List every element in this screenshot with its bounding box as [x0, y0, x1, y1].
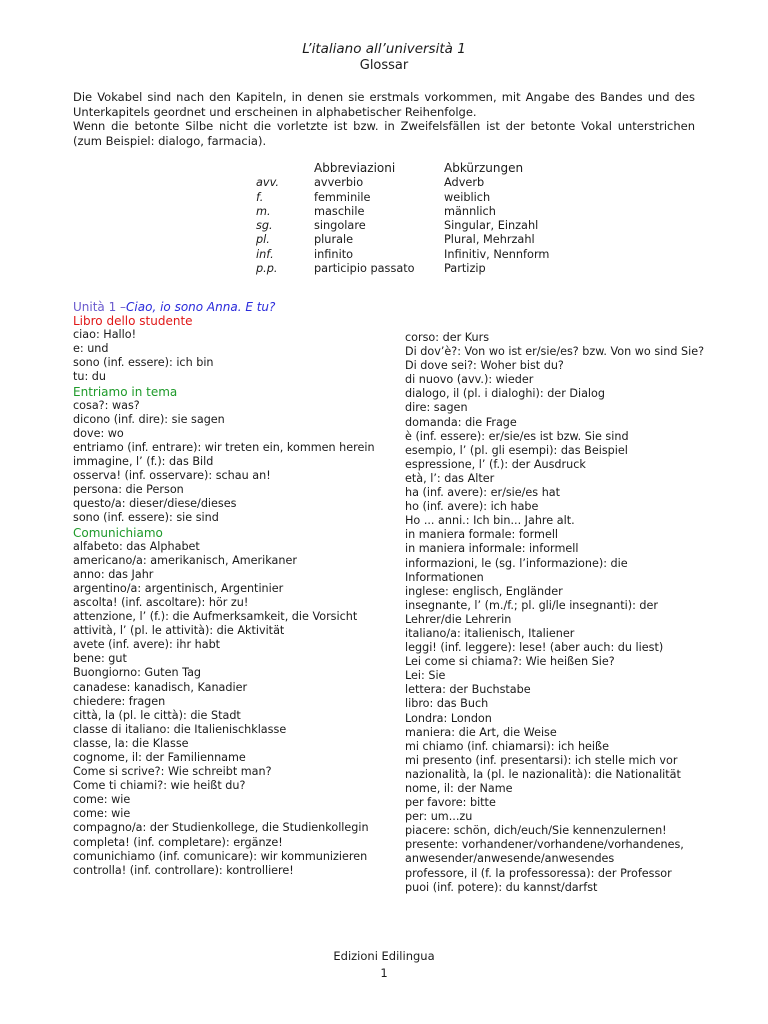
glossary-entry: per favore: bitte — [405, 796, 496, 810]
abbreviation-code: avv. — [256, 176, 279, 190]
abbreviation-row — [256, 219, 584, 233]
subsection-heading: Comunichiamo — [73, 525, 163, 540]
abbreviation-italian: maschile — [314, 204, 365, 218]
glossary-entry: età, l’: das Alter — [405, 471, 495, 485]
glossary-entry: persona: die Person — [73, 483, 184, 497]
abbreviation-code: pl. — [256, 233, 270, 247]
glossary-entry: ho (inf. avere): ich habe — [405, 500, 539, 514]
subsection-heading: Entriamo in tema — [73, 384, 178, 399]
abbreviation-row — [256, 262, 584, 276]
glossary-entry: Lei: Sie — [405, 669, 446, 683]
document-subtitle: Glossar — [359, 58, 409, 73]
abbreviation-german: Singular, Einzahl — [444, 219, 539, 233]
glossary-entry: inglese: englisch, Engländer — [405, 584, 563, 598]
abbreviation-row — [256, 191, 584, 205]
glossary-entry: città, la (pl. le città): die Stadt — [73, 708, 241, 722]
glossary-entry: chiedere: fragen — [73, 694, 166, 708]
glossary-entry: canadese: kanadisch, Kanadier — [73, 680, 248, 694]
glossary-entry: presente: vorhandener/vorhandene/vorhandenes, anwesender/anwesende/anwesendes — [405, 838, 684, 866]
glossary-entry: Londra: London — [405, 711, 492, 725]
page-number: 1 — [380, 966, 388, 980]
abbreviation-italian: avverbio — [314, 176, 364, 190]
glossary-entry: informazioni, le (sg. l’informazione): die Informationen — [405, 556, 628, 584]
glossary-entry: immagine, l’ (f.): das Bild — [73, 455, 214, 469]
abbreviations-header — [256, 161, 584, 175]
glossary-entry: alfabeto: das Alphabet — [73, 539, 200, 553]
abbreviation-german: männlich — [444, 204, 496, 218]
abbreviation-row — [256, 248, 584, 262]
abbreviation-code: m. — [256, 204, 271, 218]
glossary-entry: espressione, l’ (f.): der Ausdruck — [405, 457, 586, 471]
glossary-entry: mi chiamo (inf. chiamarsi): ich heiße — [405, 739, 609, 753]
glossary-entry: Come si scrive?: Wie schreibt man? — [73, 765, 272, 779]
footer-publisher: Edizioni Edilingua — [333, 949, 435, 963]
glossary-entry: di nuovo (avv.): wieder — [405, 373, 534, 387]
glossary-entry: argentino/a: argentinisch, Argentinier — [73, 581, 284, 595]
abbreviation-german: Plural, Mehrzahl — [444, 233, 535, 247]
unit-title: Ciao, io sono Anna. E tu? — [126, 300, 276, 314]
intro-text — [73, 90, 695, 148]
glossary-entry: ha (inf. avere): er/sie/es hat — [405, 486, 561, 500]
glossary-entry: classe di italiano: die Italienischklasse — [73, 722, 287, 736]
glossary-entry: esempio, l’ (pl. gli esempi): das Beispiel — [405, 443, 628, 457]
glossary-entry: nome, il: der Name — [405, 782, 513, 795]
abbreviation-row — [256, 176, 584, 190]
intro-paragraph-2: Wenn die betonte Silbe nicht die vorletzte ist bzw. in Zweifelsfällen ist der betonte Vokal unterstrichen (zum Beispiel: dialogo, farmacia). — [73, 119, 695, 148]
glossary-entry: per: um...zu — [405, 810, 473, 824]
abbreviation-row — [256, 233, 584, 247]
abbreviation-code: inf. — [256, 247, 274, 261]
abbreviations-table — [256, 161, 584, 276]
glossary-entry: insegnante, l’ (m./f.; pl. gli/le insegnanti): der Lehrer/die Lehrerin — [405, 598, 659, 626]
document-title: L’italiano all’università 1 — [302, 41, 466, 57]
abbreviation-italian: participio passato — [314, 262, 415, 276]
glossary-entry: in maniera formale: formell — [405, 528, 559, 542]
glossary-entry: cognome, il: der Familienname — [73, 751, 246, 764]
abbreviation-code: p.p. — [256, 262, 278, 276]
abbreviation-italian: femminile — [314, 190, 371, 204]
glossary-entry: italiano/a: italienisch, Italiener — [405, 626, 575, 640]
abbreviation-italian: plurale — [314, 233, 354, 247]
glossary-entry: bene: gut — [73, 652, 127, 666]
glossary-entry: puoi (inf. potere): du kannst/darfst — [405, 880, 598, 894]
glossary-entry: questo/a: dieser/diese/dieses — [73, 497, 237, 511]
glossary-entry: comunichiamo (inf. comunicare): wir kommunizieren — [73, 849, 368, 863]
abbreviation-code: f. — [256, 190, 264, 204]
glossary-entry: ascolta! (inf. ascoltare): hör zu! — [73, 595, 249, 609]
glossary-entry: dire: sagen — [405, 401, 468, 415]
glossary-entry: ciao: Hallo! — [73, 328, 137, 342]
abbreviations-heading-it: Abbreviazioni — [314, 161, 396, 175]
glossary-entry: sono (inf. essere): ich bin — [73, 356, 214, 370]
abbreviation-row — [256, 205, 584, 219]
section-heading: Libro dello studente — [73, 314, 193, 329]
glossary-entry: avete (inf. avere): ihr habt — [73, 638, 221, 652]
glossary-entry: come: wie — [73, 793, 131, 807]
glossary-entry: Lei come si chiama?: Wie heißen Sie? — [405, 655, 615, 669]
abbreviation-german: Adverb — [444, 176, 485, 190]
glossary-entry: tu: du — [73, 370, 106, 384]
glossary-entry: attività, l’ (pl. le attività): die Aktivität — [73, 624, 285, 638]
abbreviation-german: Infinitiv, Nennform — [444, 247, 550, 261]
glossary-entry: Di dov’è?: Von wo ist er/sie/es? bzw. Von wo sind Sie? — [405, 345, 705, 359]
glossary-entry: Di dove sei?: Woher bist du? — [405, 359, 564, 373]
glossary-entry: piacere: schön, dich/euch/Sie kennenzulernen! — [405, 824, 667, 838]
glossary-entry: è (inf. essere): er/sie/es ist bzw. Sie sind — [405, 429, 629, 443]
intro-paragraph-1: Die Vokabel sind nach den Kapiteln, in denen sie erstmals vorkommen, mit Angabe des Bandes und des Unterkapitels geordnet und erscheinen in alphabetischer Reihenfolge. — [73, 90, 695, 119]
glossary-entry: Buongiorno: Guten Tag — [73, 666, 202, 680]
glossary-entry: dicono (inf. dire): sie sagen — [73, 412, 225, 426]
glossary-entry: osserva! (inf. osservare): schau an! — [73, 469, 271, 483]
glossary-right-column — [405, 331, 705, 895]
glossary-entry: libro: das Buch — [405, 697, 489, 711]
glossary-entry: attenzione, l’ (f.): die Aufmerksamkeit, die Vorsicht — [73, 610, 358, 624]
glossary-entry: Ho ... anni.: Ich bin... Jahre alt. — [405, 514, 575, 528]
unit-heading — [73, 300, 403, 314]
glossary-entry: dove: wo — [73, 426, 124, 440]
glossary-left-column — [73, 300, 403, 878]
glossary-entry: lettera: der Buchstabe — [405, 683, 531, 697]
glossary-entry: sono (inf. essere): sie sind — [73, 511, 219, 525]
glossary-entry: corso: der Kurs — [405, 331, 490, 344]
abbreviation-german: weiblich — [444, 190, 491, 204]
glossary-entry: mi presento (inf. presentarsi): ich stelle mich vor — [405, 753, 678, 767]
abbreviation-italian: infinito — [314, 247, 354, 261]
glossary-entry: Come ti chiami?: wie heißt du? — [73, 779, 246, 793]
glossary-entry: professore, il (f. la professoressa): der Professor — [405, 866, 672, 880]
glossary-entry: in maniera informale: informell — [405, 542, 579, 556]
glossary-entry: completa! (inf. completare): ergänze! — [73, 835, 283, 849]
glossary-entry: e: und — [73, 342, 109, 356]
abbreviation-italian: singolare — [314, 219, 366, 233]
abbreviation-code: sg. — [256, 219, 273, 233]
glossary-entry: cosa?: was? — [73, 398, 140, 412]
unit-prefix: Unità 1 – — [73, 300, 127, 314]
abbreviation-german: Partizip — [444, 262, 486, 276]
glossary-entry: leggi! (inf. leggere): lese! (aber auch: du liest) — [405, 641, 664, 655]
glossary-entry: classe, la: die Klasse — [73, 736, 189, 750]
glossary-entry: controlla! (inf. controllare): kontrolliere! — [73, 863, 294, 877]
glossary-entry: americano/a: amerikanisch, Amerikaner — [73, 553, 297, 567]
glossary-entry: compagno/a: der Studienkollege, die Studienkollegin — [73, 821, 369, 835]
glossary-entry: anno: das Jahr — [73, 567, 154, 581]
glossary-entry: nazionalità, la (pl. le nazionalità): die Nationalität — [405, 767, 681, 781]
glossary-entry: come: wie — [73, 807, 131, 821]
glossary-entry: entriamo (inf. entrare): wir treten ein, kommen herein — [73, 440, 375, 454]
glossary-entry: domanda: die Frage — [405, 415, 517, 429]
glossary-entry: maniera: die Art, die Weise — [405, 725, 557, 739]
abbreviations-heading-de: Abkürzungen — [444, 161, 524, 175]
glossary-entry: dialogo, il (pl. i dialoghi): der Dialog — [405, 387, 605, 401]
